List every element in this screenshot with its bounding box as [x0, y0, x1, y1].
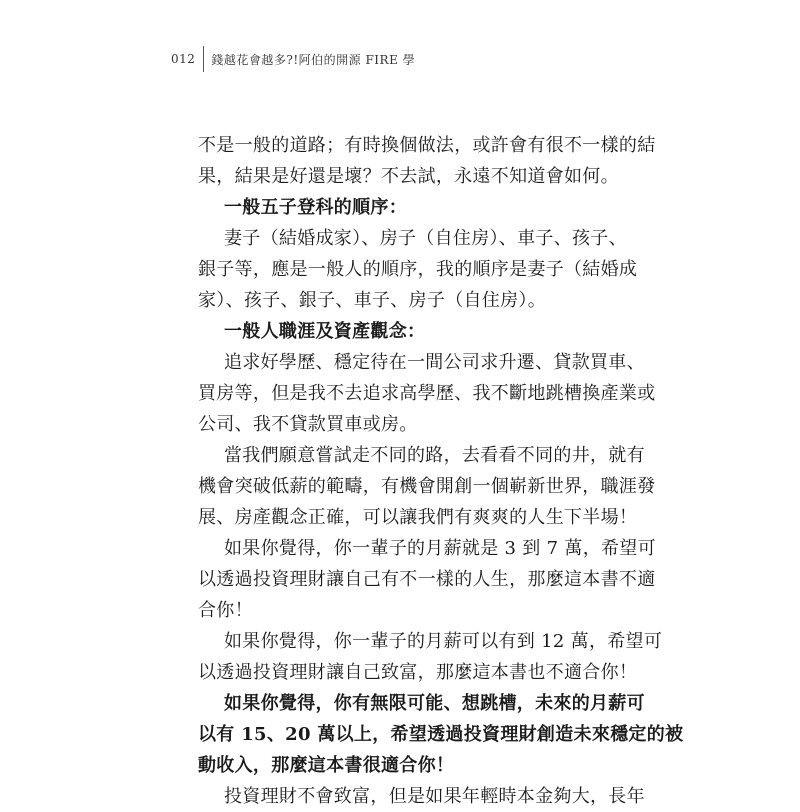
text-line: 買房等，但是我不去追求高學歷、我不斷地跳槽換產業或: [198, 383, 656, 404]
text-line: 當我們願意嘗試走不同的路，去看看不同的井，就有: [224, 445, 645, 466]
text-line: 銀子等，應是一般人的順序，我的順序是妻子（結婚成: [198, 259, 638, 280]
text-line: 不是一般的道路；有時換個做法，或許會有很不一樣的結: [198, 135, 656, 156]
running-header: [171, 46, 415, 72]
text-line: 追求好學歷、穩定待在一間公司求升遷、貸款買車、: [224, 352, 645, 373]
text-line: 公司、我不貸款買車或房。: [198, 414, 418, 435]
bold-text-line: 一般人職涯及資產觀念：: [224, 321, 426, 342]
page-number: 012: [171, 52, 196, 66]
text-line: 以透過投資理財讓自己有不一樣的人生，那麼這本書不適: [198, 569, 656, 590]
bold-text-line: 以有 15、20 萬以上，希望透過投資理財創造未來穩定的被: [198, 724, 684, 745]
text-line: 以透過投資理財讓自己致富，那麼這本書也不適合你！: [198, 662, 638, 683]
text-line: 機會突破低薪的範疇，有機會開創一個嶄新世界，職涯發: [198, 476, 656, 497]
book-title: 錢越花會越多?!阿伯的開源 FIRE 學: [211, 52, 416, 67]
text-line: 家）、孩子、銀子、車子、房子（自住房）。: [198, 290, 546, 311]
text-line: 妻子（結婚成家）、房子（自住房）、車子、孩子、: [224, 228, 627, 249]
text-line: 合你！: [198, 600, 253, 621]
text-line: 如果你覺得，你一輩子的月薪就是 3 到 7 萬，希望可: [224, 538, 656, 559]
bold-text-line: 如果你覺得，你有無限可能、想跳槽，未來的月薪可: [224, 693, 645, 714]
text-line: 如果你覺得，你一輩子的月薪可以有到 12 萬，希望可: [224, 631, 663, 652]
text-line: 投資理財不會致富，但是如果年輕時本金夠大，長年: [224, 786, 645, 807]
header-divider: [203, 46, 204, 72]
text-line: 展、房產觀念正確，可以讓我們有爽爽的人生下半場！: [198, 507, 638, 528]
bold-text-line: 一般五子登科的順序：: [224, 197, 407, 218]
text-line: 果，結果是好還是壞？不去試，永遠不知道會如何。: [198, 166, 619, 187]
body-text: [198, 130, 684, 812]
bold-text-line: 動收入，那麼這本書很適合你！: [198, 755, 455, 776]
